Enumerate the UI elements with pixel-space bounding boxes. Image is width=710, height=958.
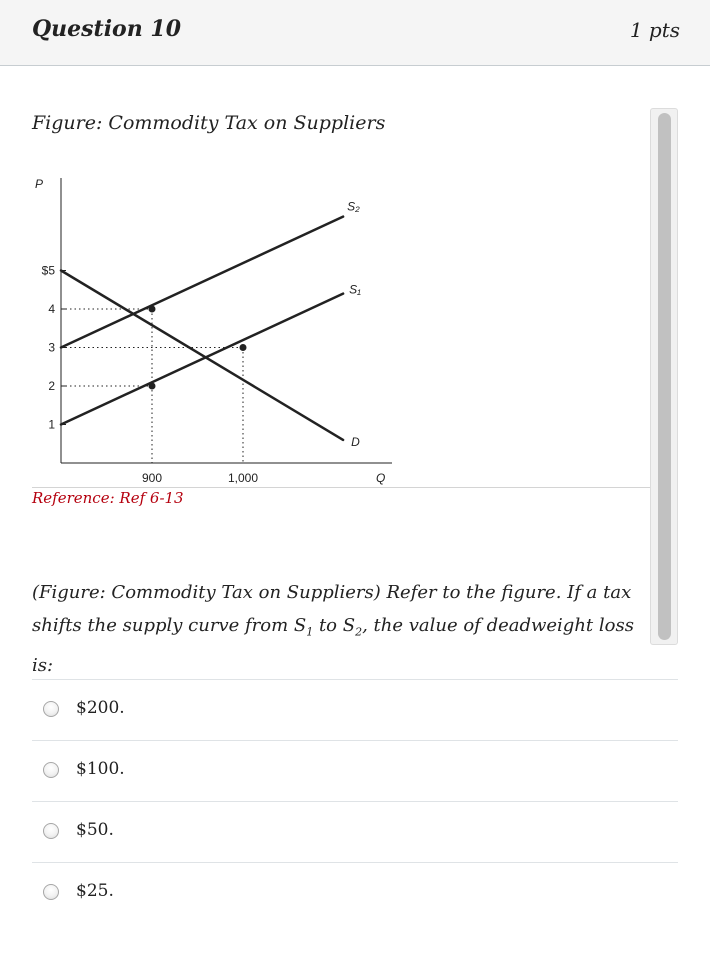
divider: [32, 487, 650, 488]
question-text-sub2: 2: [355, 625, 363, 639]
answer-option[interactable]: [32, 679, 678, 740]
answer-label[interactable]: $200.: [76, 698, 125, 718]
supply-s2-label: S₂: [347, 199, 360, 214]
answer-list: [32, 679, 678, 923]
radio-button[interactable]: [43, 701, 59, 717]
answer-label[interactable]: $100.: [76, 759, 125, 779]
supply-demand-chart: [32, 168, 402, 488]
question-text-part2: to S: [313, 615, 356, 636]
question-title: Question 10: [32, 16, 182, 42]
supply-s1-label: S₁: [349, 282, 361, 297]
y-tick-label: 4: [48, 302, 55, 316]
answer-option[interactable]: [32, 862, 678, 923]
radio-button[interactable]: [43, 762, 59, 778]
question-text: [32, 576, 650, 682]
content-scrollbar[interactable]: [650, 108, 678, 645]
scrollbar-thumb[interactable]: [658, 113, 671, 640]
x-tick-label: 900: [141, 471, 163, 485]
intersection-point: [149, 306, 156, 313]
answer-label[interactable]: $50.: [76, 820, 114, 840]
question-text-part1: (Figure: Commodity Tax on Suppliers) Refer to the figure. If a tax shifts the supply curve from S: [32, 582, 632, 636]
supply-s2-line: [61, 217, 343, 348]
y-tick-label: 3: [48, 340, 55, 355]
demand-d-line: [61, 271, 343, 440]
y-tick-label: $5: [41, 263, 55, 278]
intersection-point: [149, 383, 156, 390]
supply-s1-line: [61, 294, 343, 425]
y-axis-label: P: [35, 177, 44, 191]
figure-title: Figure: Commodity Tax on Suppliers: [32, 112, 386, 134]
question-body: [32, 108, 650, 676]
y-tick-label: 1: [48, 417, 55, 432]
answer-option[interactable]: [32, 801, 678, 862]
x-axis-label: Q: [376, 471, 386, 485]
intersection-point: [240, 344, 247, 351]
question-text-part3: , the value of deadweight loss is:: [32, 615, 634, 676]
question-text-sub1: 1: [306, 625, 314, 639]
question-header: [0, 0, 710, 66]
question-points: 1 pts: [629, 18, 680, 42]
answer-option[interactable]: [32, 740, 678, 801]
radio-button[interactable]: [43, 823, 59, 839]
x-tick-label: 1,000: [227, 471, 259, 485]
figure-reference: Reference: Ref 6-13: [32, 489, 184, 507]
y-tick-label: 2: [48, 379, 55, 393]
radio-button[interactable]: [43, 884, 59, 900]
answer-label[interactable]: $25.: [76, 881, 114, 901]
demand-d-label: D: [351, 434, 360, 449]
